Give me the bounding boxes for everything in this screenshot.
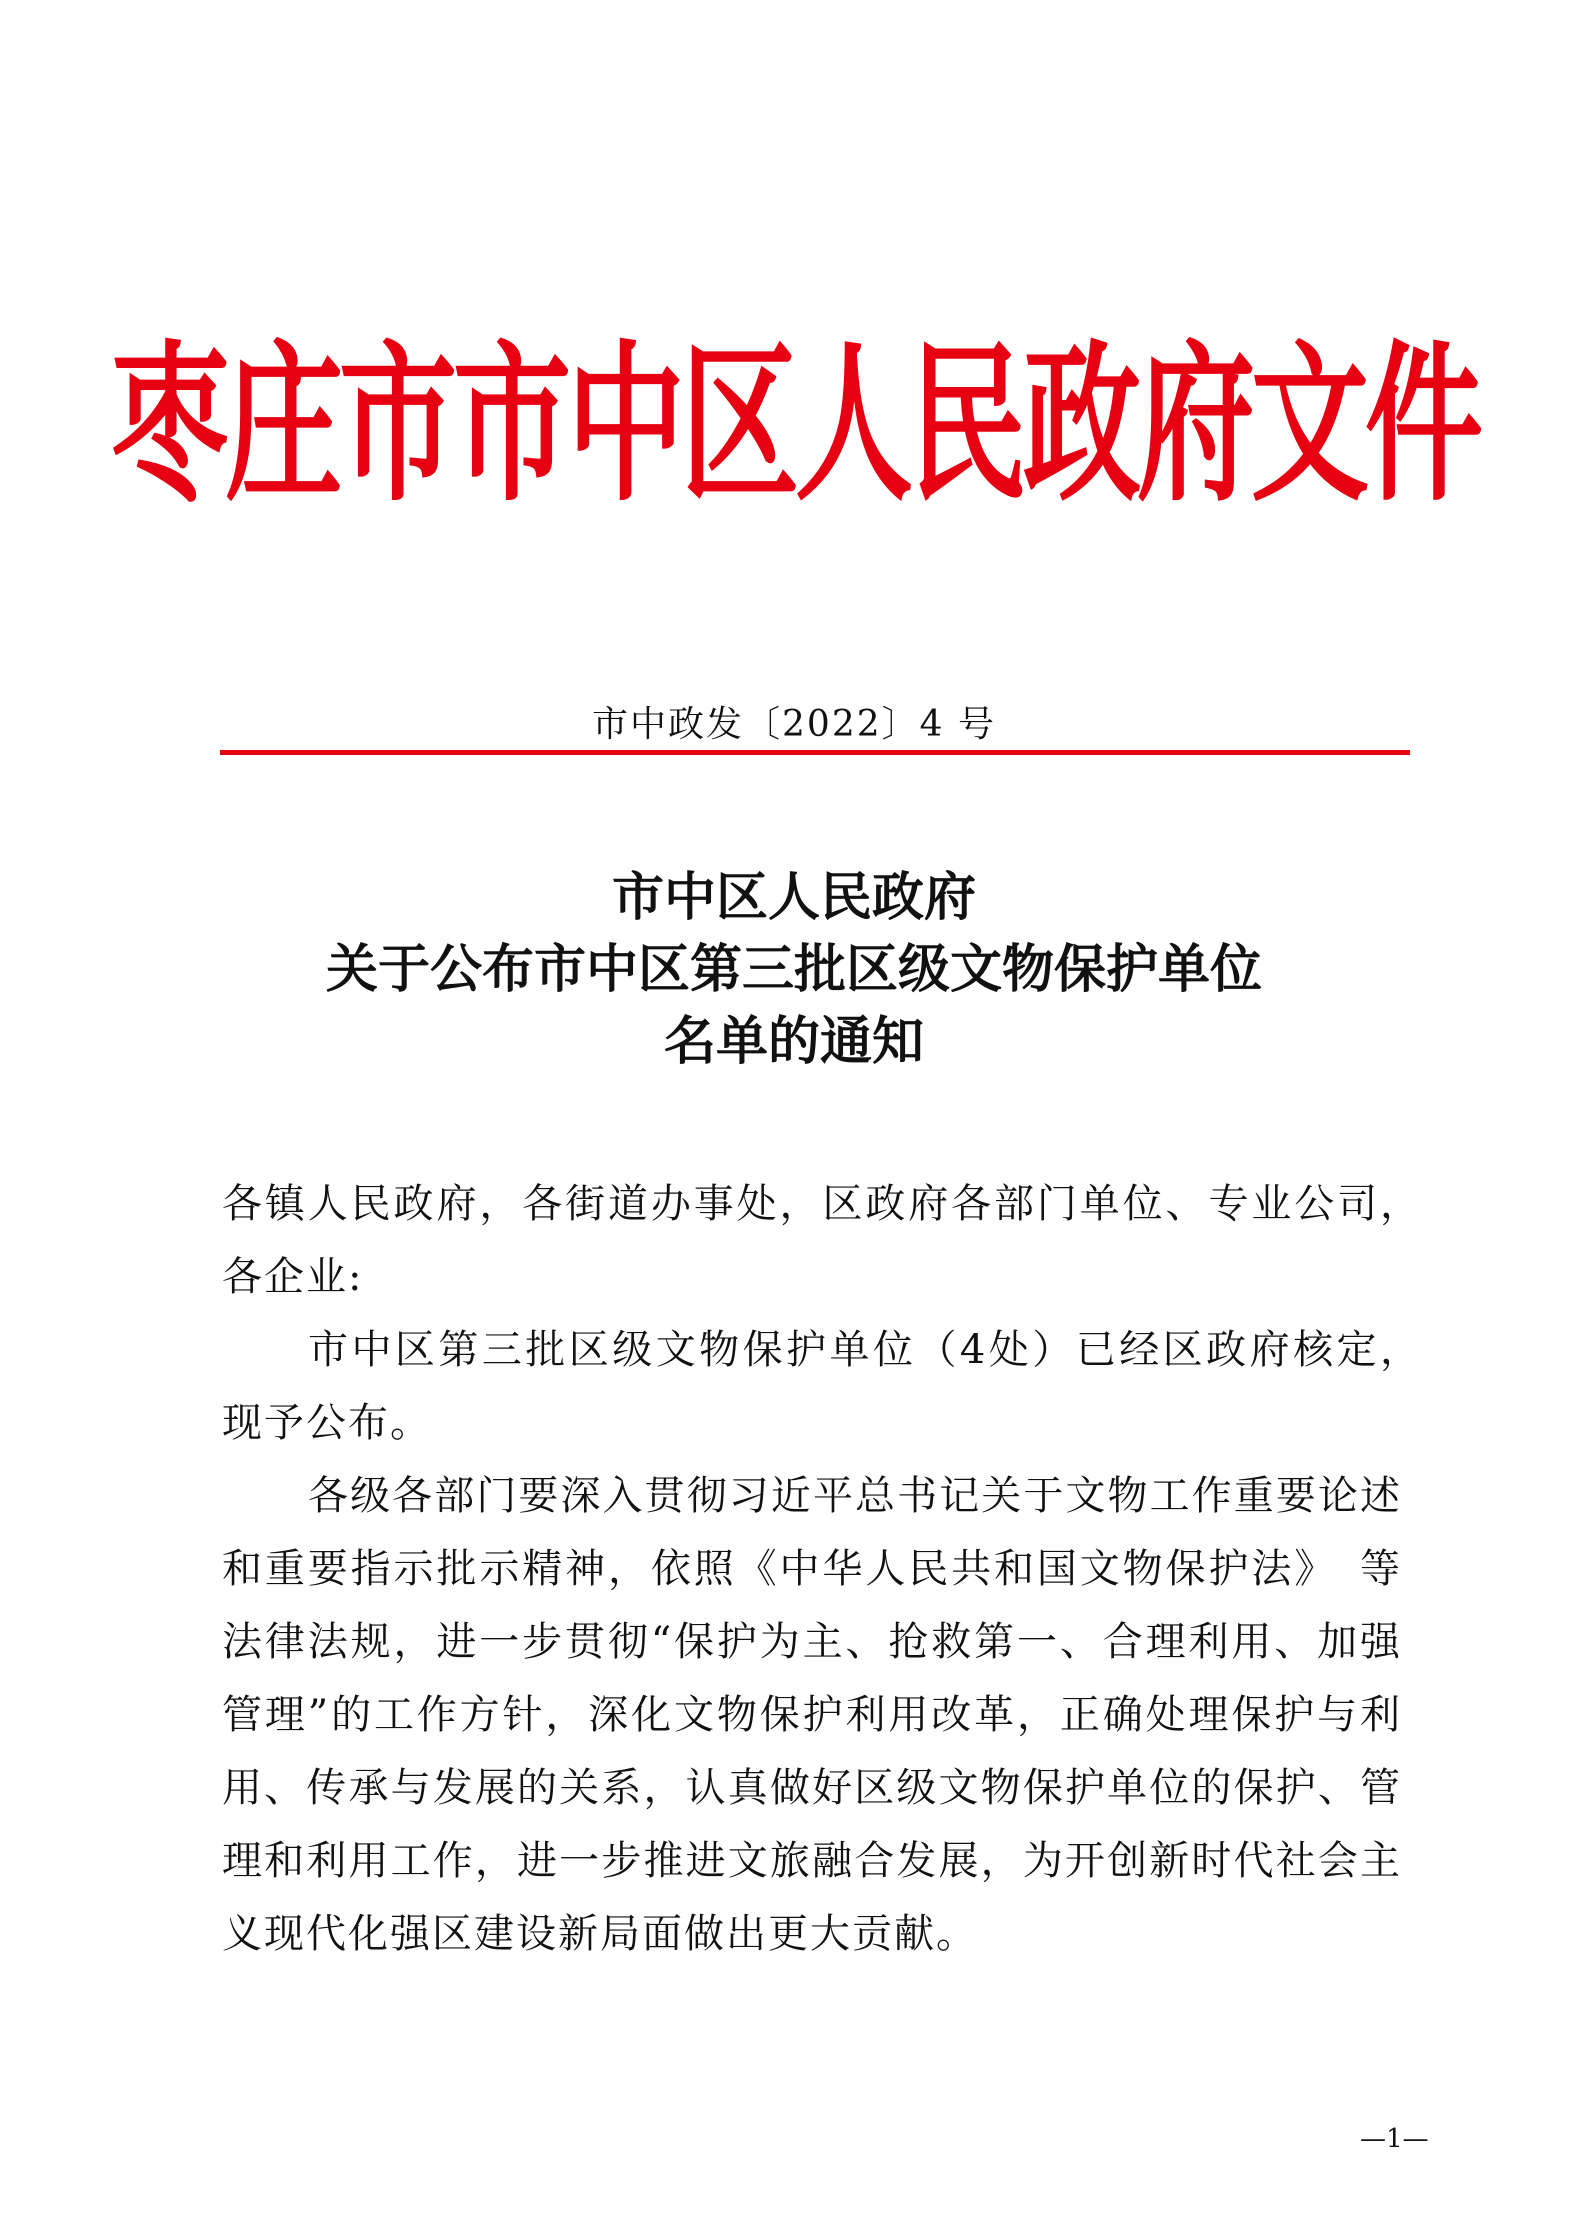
red-separator-line xyxy=(220,750,1410,755)
body-paragraph-2: 各级各部门要深入贯彻习近平总书记关于文物工作重要论述和重要指示批示精神，依照《中华人民共和国文物保护法》 等法律法规，进一步贯彻“保护为主、抢救第一、合理利用、加强管理”的工作方针，深化文物保护利用改革，正确处理保护与利用、传承与发展的关系，认真做好区级文物保护单位的保护、管理和利用工作，进一步推进文旅融合发展，为开创新时代社会主义现代化强区建设新局面做出更大贡献。 xyxy=(222,1473,1402,1957)
title-line-2: 关于公布市中区第三批区级文物保护单位 xyxy=(325,940,1262,1000)
document-title xyxy=(0,862,1588,1078)
title-line-3: 名单的通知 xyxy=(663,1012,924,1072)
masthead-title: 枣庄市市中区人民政府文件 xyxy=(111,324,1480,525)
addressee-line: 各镇人民政府，各街道办事处，区政府各部门单位、专业公司， 各企业: xyxy=(222,1181,1444,1300)
document-body xyxy=(222,1168,1444,1971)
masthead xyxy=(111,300,1480,525)
body-paragraph-1: 市中区第三批区级文物保护单位（4处）已经区政府核定， 现予公布。 xyxy=(222,1327,1444,1446)
title-line-1: 市中区人民政府 xyxy=(611,868,976,928)
document-number: 市中政发〔2022〕4 号 xyxy=(592,704,996,745)
page-number: —1— xyxy=(1360,2124,1429,2154)
